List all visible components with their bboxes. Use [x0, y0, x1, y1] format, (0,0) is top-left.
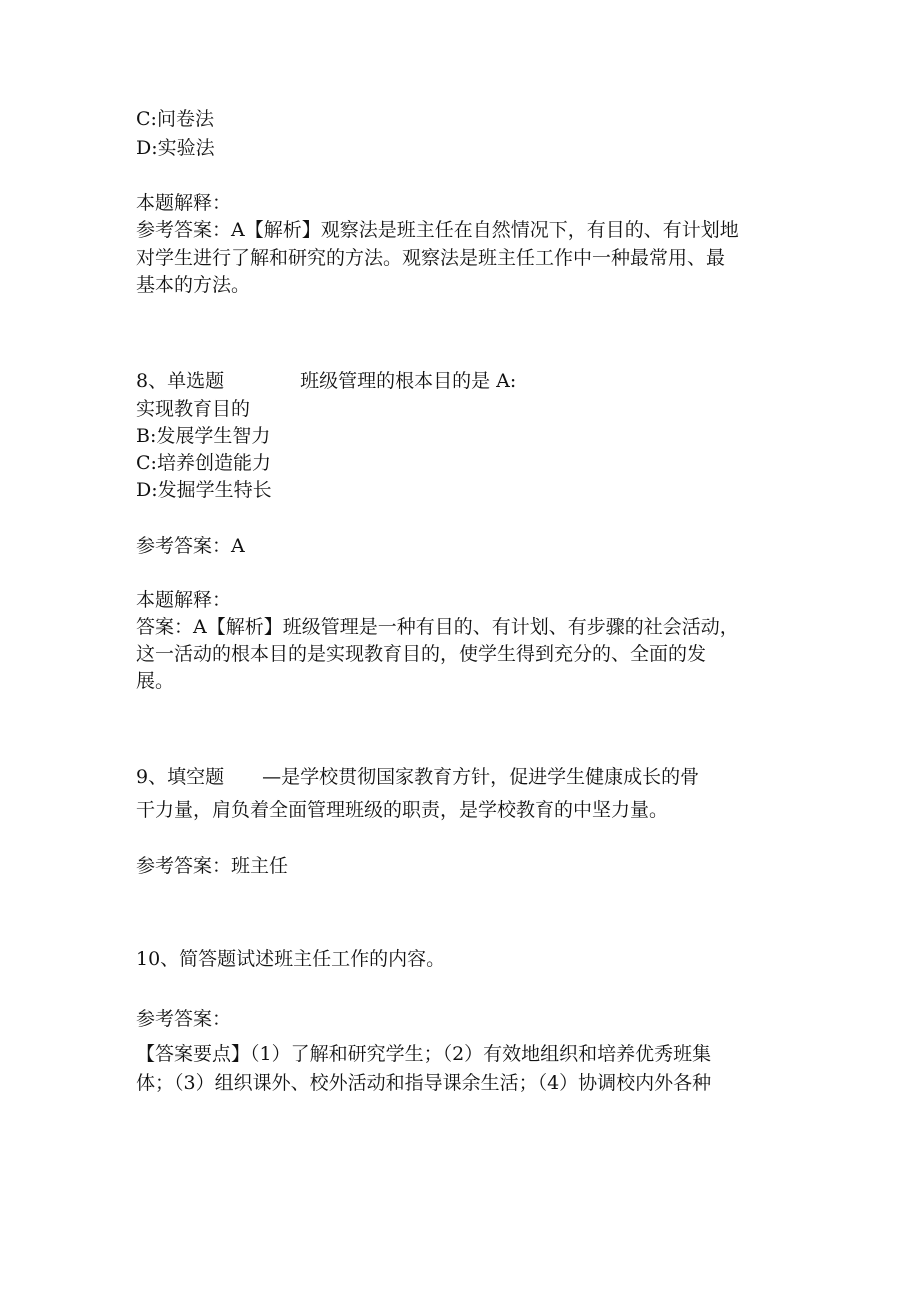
- q8-explanation-line: 这一活动的根本目的是实现教育目的，使学生得到充分的、全面的发: [136, 643, 707, 665]
- q8-option-d: D:发掘学生特长: [136, 479, 272, 501]
- q10-answer-heading: 参考答案：: [136, 1008, 232, 1030]
- q8-explanation-line: 展。: [136, 670, 175, 692]
- q9-header: [136, 764, 699, 791]
- q7-option-d: D:实验法: [136, 137, 215, 159]
- q7-explanation-line: 对学生进行了解和研究的方法。观察法是班主任工作中一种最常用、最: [136, 247, 726, 269]
- q8-number-type: 8、单选题: [136, 370, 225, 392]
- q10-stem: 10、简答题试述班主任工作的内容。: [136, 948, 446, 970]
- q9-stem-line: —是学校贯彻国家教育方针，促进学生健康成长的骨: [262, 766, 700, 788]
- q7-option-c: C:问卷法: [136, 108, 214, 130]
- q9-number-type: 9、填空题: [136, 766, 225, 788]
- q8-option-c: C:培养创造能力: [136, 452, 271, 474]
- q10-answer-line: 体；（3）组织课外、校外活动和指导课余生活；（4）协调校内外各种: [136, 1072, 712, 1094]
- q7-explanation-line: 基本的方法。: [136, 274, 251, 296]
- q8-explanation-heading: 本题解释：: [136, 589, 232, 611]
- q8-option-b: B:发展学生智力: [136, 425, 271, 447]
- q10-answer-line: 【答案要点】（1）了解和研究学生；（2）有效地组织和培养优秀班集: [136, 1043, 712, 1065]
- q8-stem: 班级管理的根本目的是 A:: [300, 370, 517, 392]
- q9-answer: 参考答案：班主任: [136, 855, 289, 877]
- q8-header: [136, 368, 516, 395]
- q9-stem-line: 干力量，肩负着全面管理班级的职责，是学校教育的中坚力量。: [136, 799, 669, 821]
- q8-explanation-line: 答案：A【解析】班级管理是一种有目的、有计划、有步骤的社会活动，: [136, 616, 739, 638]
- q7-explanation-heading: 本题解释：: [136, 192, 232, 214]
- q8-option-a: 实现教育目的: [136, 398, 251, 420]
- q7-explanation-line: 参考答案：A【解析】观察法是班主任在自然情况下，有目的、有计划地: [136, 219, 739, 241]
- q8-answer: 参考答案：A: [136, 535, 245, 557]
